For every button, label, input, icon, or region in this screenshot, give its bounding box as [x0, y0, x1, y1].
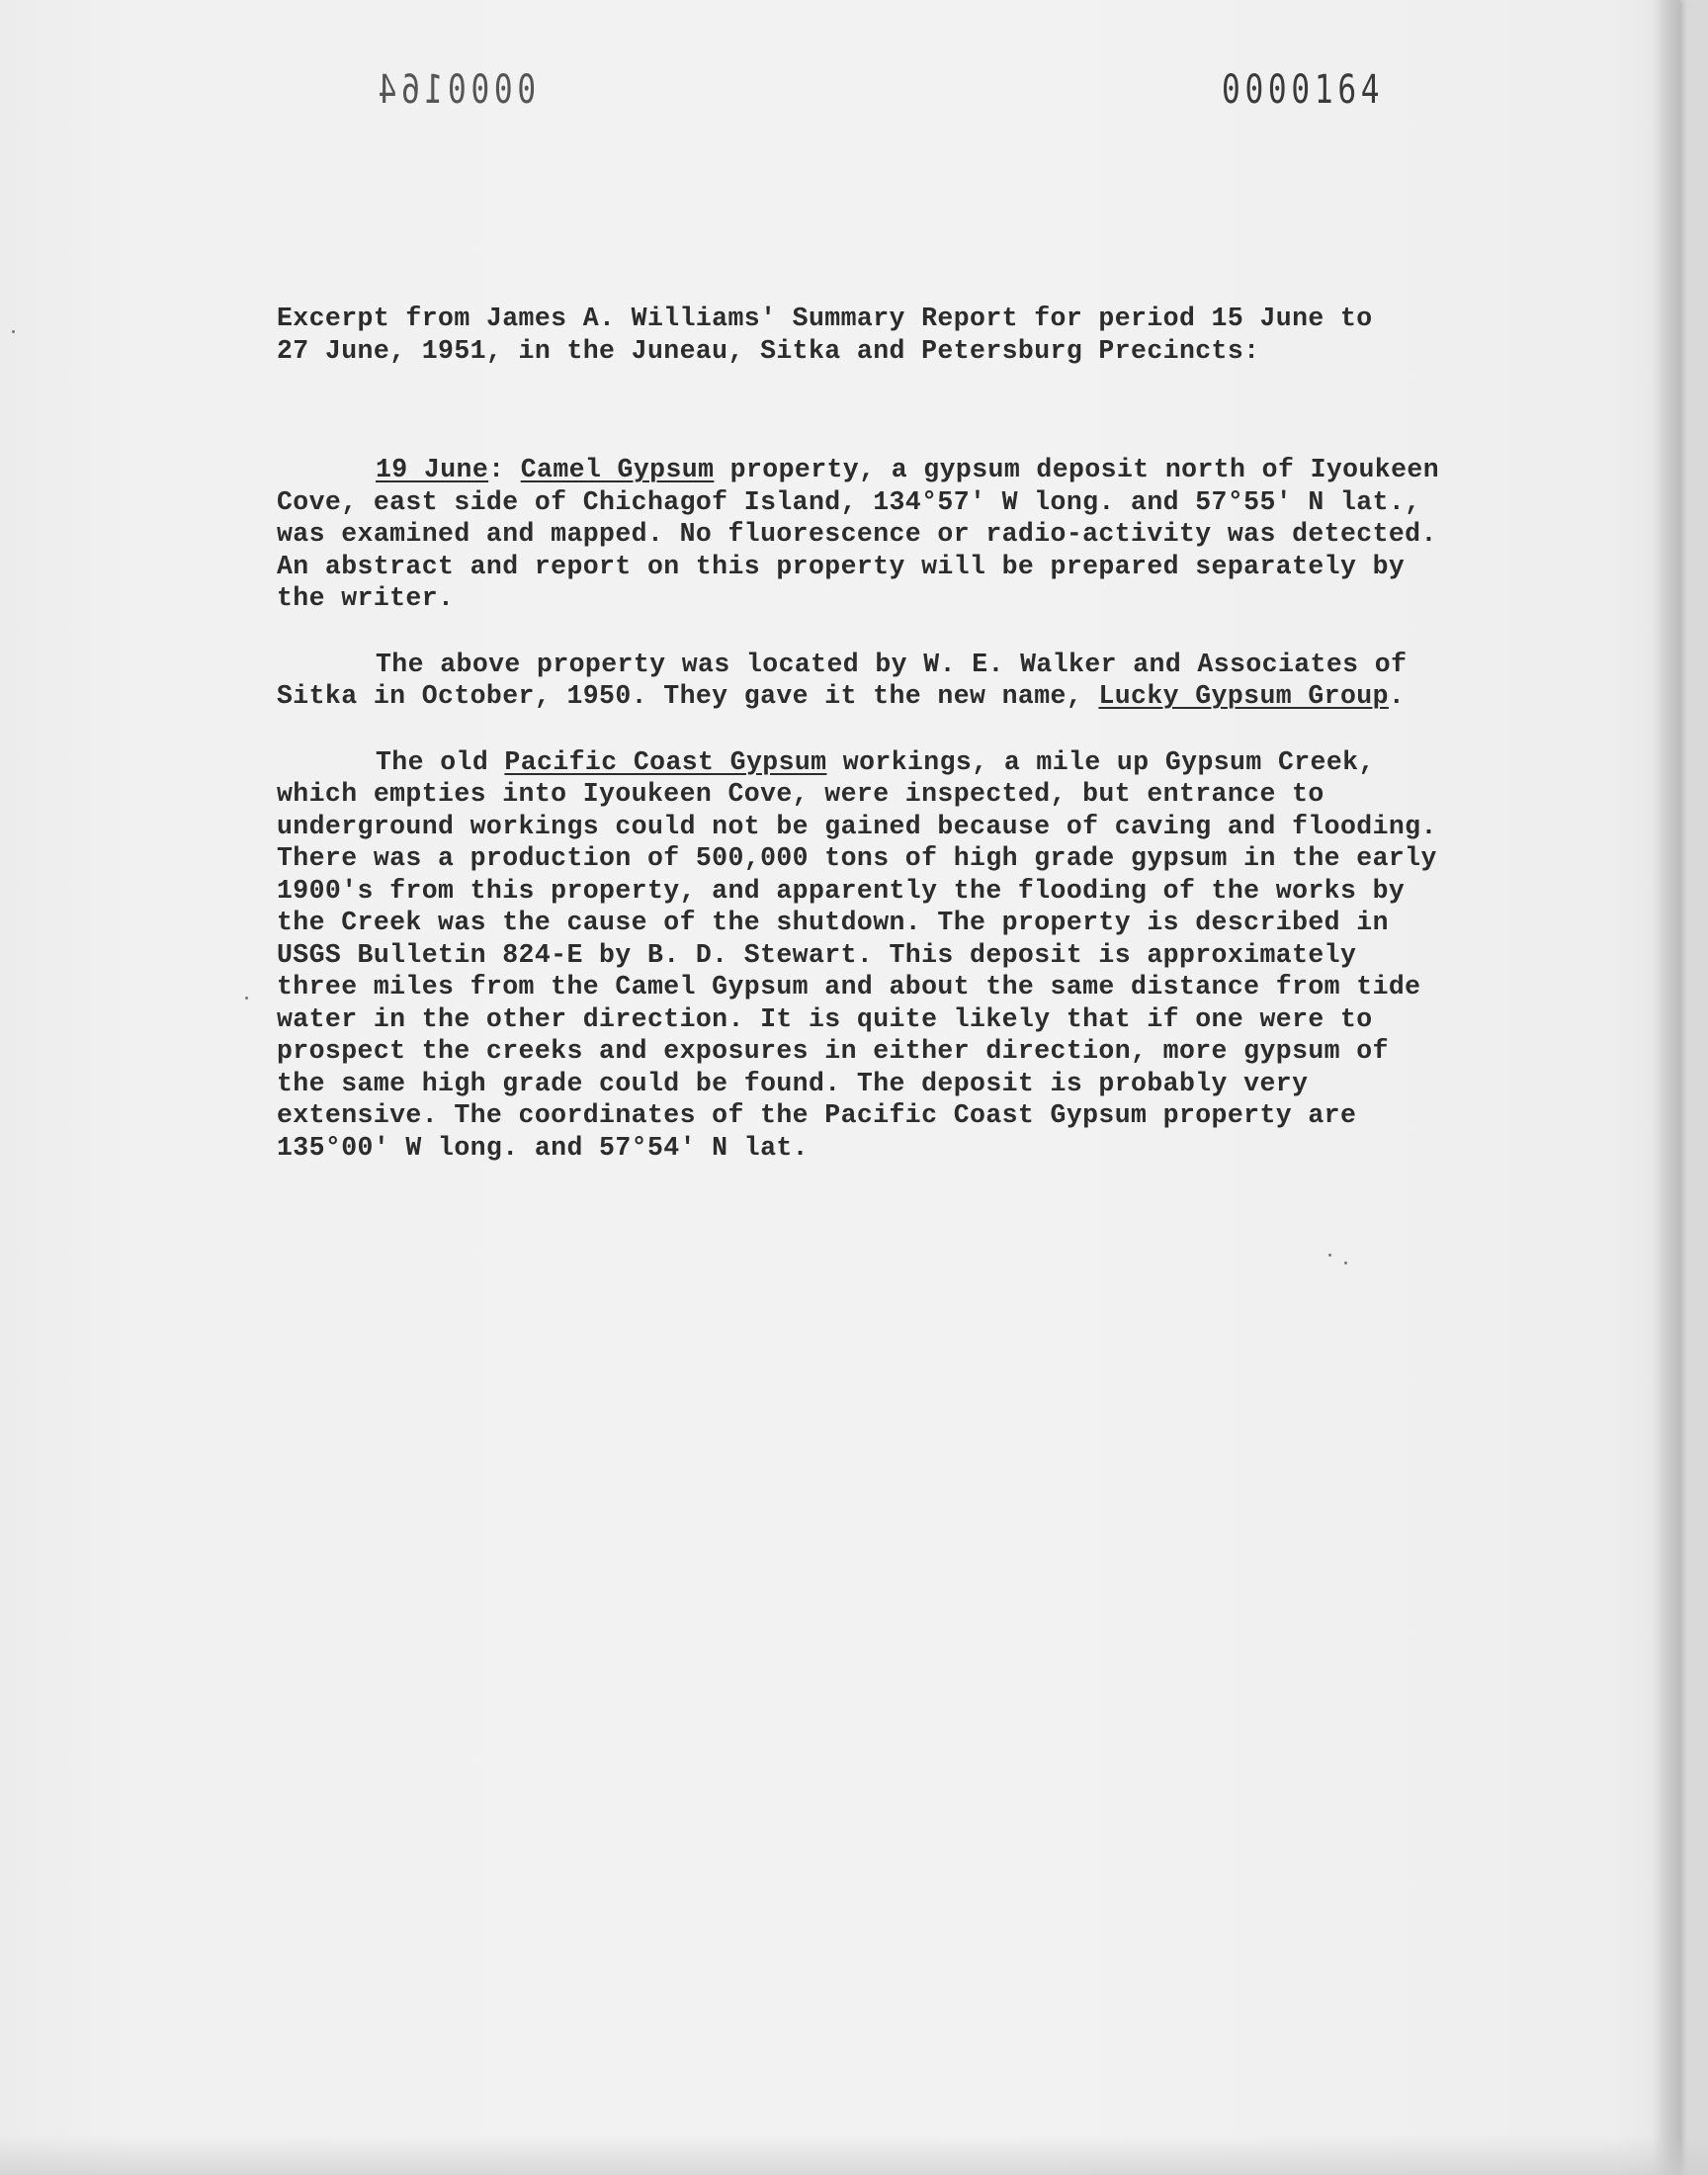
- paragraph-3-text: workings, a mile up Gypsum Creek, which empties into Iyoukeen Cove, were inspected, but entrance to underground workings could not be gained because of caving and flooding. There was a production of 500,000 tons of high grade gypsum in the early 1900's from this property, and apparently the flooding of the works by the Creek was the cause of the shutdown. The property is described in USGS Bulletin 824-E by B. D. Stewart. This deposit is approximately three miles from the Camel Gypsum and about the same distance from tide water in the other direction. It is quite likely that if one were to prospect the creeks and exposures in either direction, more gypsum of the same high grade could be found. The deposit is probably very extensive. The coordinates of the Pacific Coast Gypsum property are 135°00' W long. and 57°54' N lat.: [277, 746, 1437, 1163]
- page-number-stamp: 0000164: [1222, 67, 1385, 113]
- paragraph-19-june: [277, 454, 1453, 615]
- pacific-coast-gypsum-name: Pacific Coast Gypsum: [504, 746, 827, 777]
- paragraph-location: [277, 649, 1453, 713]
- paragraph-2-text: The above property was located by W. E. Walker and Associates of Sitka in October, 1950. They gave it the new name,: [277, 649, 1408, 711]
- camel-gypsum-name: Camel Gypsum: [520, 455, 715, 484]
- heading-line-1: Excerpt from James A. Williams' Summary Report for period 15 June to: [277, 304, 1373, 333]
- paragraph-1-text: property, a gypsum deposit north of Iyoukeen Cove, east side of Chichagof Island, 134°57' W long. and 57°55' N lat., was examined and mapped. No fluorescence or radio-activity was detected. An abstract and report on this property will be prepared separately by the writer.: [277, 455, 1439, 613]
- paper-speck: [1344, 1262, 1347, 1264]
- paper-speck: [12, 330, 15, 333]
- paragraph-2-end: .: [1388, 681, 1406, 711]
- mirrored-page-number-stamp: 0000164: [373, 67, 537, 113]
- entry-date: 19 June: [376, 455, 489, 484]
- paragraph-pacific-coast-gypsum: [277, 746, 1453, 1165]
- paper-speck: [245, 997, 248, 1000]
- paper-bottom-edge: [0, 2135, 1708, 2175]
- excerpt-heading: [277, 303, 1433, 367]
- lucky-gypsum-group-name: Lucky Gypsum Group: [1098, 681, 1389, 711]
- paper-speck: [1328, 1254, 1331, 1257]
- entry-date-separator: :: [488, 455, 521, 484]
- document-body: [277, 303, 1453, 1197]
- page-edge: [1653, 0, 1680, 2175]
- heading-line-2: 27 June, 1951, in the Juneau, Sitka and Petersburg Precincts:: [277, 335, 1260, 366]
- paragraph-3-lead: The old: [376, 746, 505, 777]
